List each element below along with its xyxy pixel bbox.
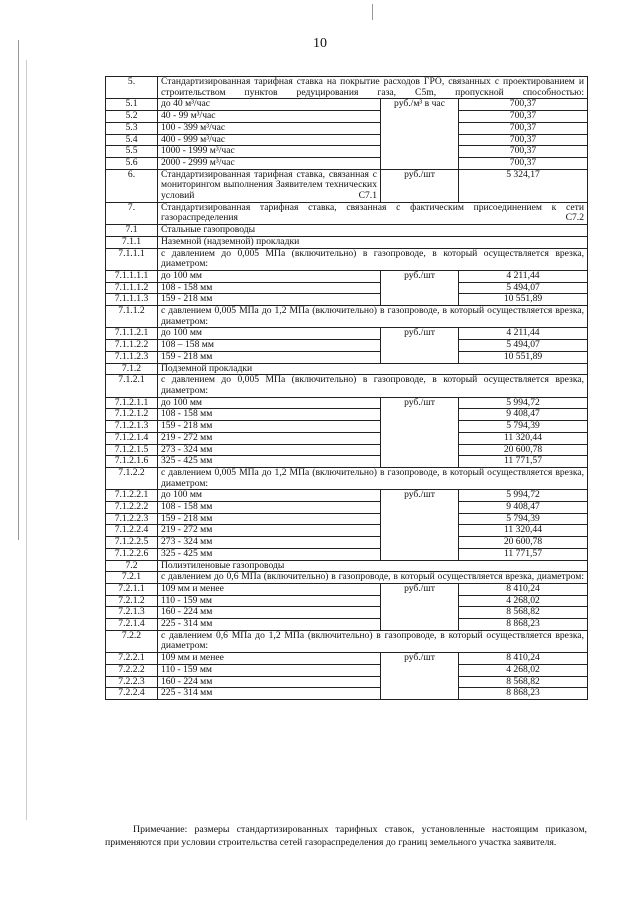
row-text: до 100 мм	[158, 490, 381, 502]
table-row	[106, 122, 588, 134]
row-text: 109 мм и менее	[158, 583, 381, 595]
table-row	[106, 664, 588, 676]
scan-edge-line	[18, 40, 19, 540]
row-code: 7.1.2.2.1	[106, 490, 158, 502]
row-text: с давлением до 0,6 МПа (включительно) в газопроводе, в который осуществляется врезка, диаметром:	[158, 572, 588, 584]
row-text: до 100 мм	[158, 328, 381, 340]
row-code: 7.1.1.1.1	[106, 270, 158, 282]
row-code: 5.	[106, 77, 158, 99]
row-value: 700,37	[459, 146, 588, 158]
row-value: 4 211,44	[459, 270, 588, 282]
row-value: 8 868,23	[459, 688, 588, 700]
table-row	[106, 490, 588, 502]
row-code: 7.1.2.2.3	[106, 513, 158, 525]
row-text: 160 - 224 мм	[158, 607, 381, 619]
row-text: 159 - 218 мм	[158, 421, 381, 433]
row-text: до 100 мм	[158, 397, 381, 409]
row-text: с давлением 0,005 МПа до 1,2 МПа (включительно) в газопроводе, в который осуществляется врезка, диаметром:	[158, 306, 588, 328]
row-value: 5 494,07	[459, 282, 588, 294]
table-row	[106, 306, 588, 328]
tariff-table	[105, 76, 588, 700]
row-value: 700,37	[459, 157, 588, 169]
row-text: 108 - 158 мм	[158, 282, 381, 294]
table-row	[106, 688, 588, 700]
unit-cell: руб./шт	[381, 169, 459, 202]
row-code: 7.1.1.2.1	[106, 328, 158, 340]
row-text: 325 - 425 мм	[158, 548, 381, 560]
row-value: 8 410,24	[459, 583, 588, 595]
row-code: 7.1.1.1.3	[106, 294, 158, 306]
row-value: 700,37	[459, 122, 588, 134]
row-text: до 40 м³/час	[158, 99, 381, 111]
table-row	[106, 502, 588, 514]
table-row	[106, 432, 588, 444]
row-value: 700,37	[459, 111, 588, 123]
row-text: 325 - 425 мм	[158, 456, 381, 468]
row-value: 700,37	[459, 134, 588, 146]
table-row	[106, 595, 588, 607]
table-row	[106, 248, 588, 270]
row-value: 8 410,24	[459, 653, 588, 665]
row-code: 7.1.2.2.4	[106, 525, 158, 537]
unit-cell: руб./шт	[381, 653, 459, 700]
row-text: Стандартизированная тарифная ставка, связанная с фактическим присоединением к сети газораспределения C7.2	[158, 202, 588, 224]
row-text: Стандартизированная тарифная ставка на покрытие расходов ГРО, связанных с проектированием и строительством пунктов редуцирования газа, C5m, пропускной способностью:	[158, 77, 588, 99]
row-text: 40 - 99 м³/час	[158, 111, 381, 123]
table-row	[106, 270, 588, 282]
row-text: 159 - 218 мм	[158, 513, 381, 525]
row-code: 7.1.2.1.1	[106, 397, 158, 409]
row-text: 100 - 399 м³/час	[158, 122, 381, 134]
row-value: 10 551,89	[459, 351, 588, 363]
row-value: 5 324,17	[459, 169, 588, 202]
row-code: 7.1.2.2.5	[106, 537, 158, 549]
row-code: 7.1.2.2	[106, 467, 158, 489]
row-text: 219 - 272 мм	[158, 525, 381, 537]
row-code: 7.1.2.1.2	[106, 409, 158, 421]
footnote: Примечание: размеры стандартизированных тарифных ставок, установленные настоящим приказом, применяются при условии строительства сетей газораспределения до границ земельного участка заявителя.	[105, 824, 587, 848]
row-code: 7.1.2.1.5	[106, 444, 158, 456]
table-row	[106, 560, 588, 572]
row-code: 7.1.1.2	[106, 306, 158, 328]
row-code: 7.1.2.2.6	[106, 548, 158, 560]
table-row	[106, 146, 588, 158]
row-text: 219 - 272 мм	[158, 432, 381, 444]
table-row	[106, 111, 588, 123]
table-row	[106, 409, 588, 421]
row-code: 7.2.1.1	[106, 583, 158, 595]
row-text: 400 - 999 м³/час	[158, 134, 381, 146]
table-row	[106, 397, 588, 409]
table-row	[106, 363, 588, 375]
row-text: Полиэтиленовые газопроводы	[158, 560, 588, 572]
row-text: 160 - 224 мм	[158, 676, 381, 688]
row-text: 159 - 218 мм	[158, 351, 381, 363]
row-code: 7.2.2	[106, 630, 158, 652]
row-code: 7.2.2.2	[106, 664, 158, 676]
row-text: 225 - 314 мм	[158, 688, 381, 700]
table-row	[106, 421, 588, 433]
row-code: 7.2.2.3	[106, 676, 158, 688]
table-row	[106, 169, 588, 202]
table-row	[106, 548, 588, 560]
row-value: 700,37	[459, 99, 588, 111]
row-text: с давлением 0,6 МПа до 1,2 МПа (включительно) в газопроводе, в который осуществляется врезка, диаметром:	[158, 630, 588, 652]
row-code: 7.1.1.1	[106, 248, 158, 270]
row-code: 7.1	[106, 225, 158, 237]
row-value: 20 600,78	[459, 537, 588, 549]
row-code: 7.1.1.2.3	[106, 351, 158, 363]
row-text: 108 - 158 мм	[158, 409, 381, 421]
row-text: 109 мм и менее	[158, 653, 381, 665]
table-row	[106, 630, 588, 652]
row-text: 2000 - 2999 м³/час	[158, 157, 381, 169]
scan-edge-line	[26, 60, 27, 820]
table-row	[106, 225, 588, 237]
row-code: 7.2.1.2	[106, 595, 158, 607]
row-text: 108 - 158 мм	[158, 502, 381, 514]
row-code: 7.2.2.4	[106, 688, 158, 700]
table-row	[106, 236, 588, 248]
row-value: 5 494,07	[459, 340, 588, 352]
row-value: 4 268,02	[459, 595, 588, 607]
row-code: 7.1.2.1.4	[106, 432, 158, 444]
row-value: 5 794,39	[459, 513, 588, 525]
unit-cell: руб./м³ в час	[381, 99, 459, 169]
row-value: 11 771,57	[459, 456, 588, 468]
row-code: 7.1.2.2.2	[106, 502, 158, 514]
row-text: Подземной прокладки	[158, 363, 588, 375]
row-value: 11 320,44	[459, 432, 588, 444]
row-code: 7.1.1	[106, 236, 158, 248]
row-value: 9 408,47	[459, 409, 588, 421]
table-row	[106, 619, 588, 631]
row-code: 7.	[106, 202, 158, 224]
row-value: 8 868,23	[459, 619, 588, 631]
row-code: 5.2	[106, 111, 158, 123]
table-row	[106, 77, 588, 99]
table-row	[106, 157, 588, 169]
table-row	[106, 294, 588, 306]
row-text: 110 - 159 мм	[158, 664, 381, 676]
row-text: 273 - 324 мм	[158, 537, 381, 549]
table-row	[106, 134, 588, 146]
row-value: 4 211,44	[459, 328, 588, 340]
table-row	[106, 99, 588, 111]
row-code: 5.3	[106, 122, 158, 134]
row-value: 8 568,82	[459, 676, 588, 688]
row-value: 5 794,39	[459, 421, 588, 433]
table-row	[106, 375, 588, 397]
row-code: 7.1.2.1.3	[106, 421, 158, 433]
unit-cell: руб./шт	[381, 270, 459, 305]
row-value: 8 568,82	[459, 607, 588, 619]
row-text: Наземной (надземной) прокладки	[158, 236, 588, 248]
table-row	[106, 572, 588, 584]
row-value: 5 994,72	[459, 490, 588, 502]
row-code: 5.6	[106, 157, 158, 169]
row-text: Стандартизированная тарифная ставка, связанная с мониторингом выполнения Заявителем технических условий C7.1	[158, 169, 381, 202]
row-text: 110 - 159 мм	[158, 595, 381, 607]
row-text: с давлением 0,005 МПа до 1,2 МПа (включительно) в газопроводе, в который осуществляется врезка, диаметром:	[158, 467, 588, 489]
unit-cell: руб./шт	[381, 328, 459, 363]
table-row	[106, 456, 588, 468]
unit-cell: руб./шт	[381, 490, 459, 560]
row-text: с давлением до 0,005 МПа (включительно) в газопроводе, в который осуществляется врезка, диаметром:	[158, 375, 588, 397]
table-row	[106, 537, 588, 549]
table-row	[106, 607, 588, 619]
scan-top-mark	[372, 4, 373, 20]
row-text: до 100 мм	[158, 270, 381, 282]
row-text: Стальные газопроводы	[158, 225, 588, 237]
table-row	[106, 282, 588, 294]
table-row	[106, 202, 588, 224]
row-text: 225 - 314 мм	[158, 619, 381, 631]
row-code: 7.2.2.1	[106, 653, 158, 665]
table-row	[106, 676, 588, 688]
row-text: 159 - 218 мм	[158, 294, 381, 306]
row-code: 5.5	[106, 146, 158, 158]
row-value: 11 320,44	[459, 525, 588, 537]
row-value: 10 551,89	[459, 294, 588, 306]
row-text: 108 – 158 мм	[158, 340, 381, 352]
table-row	[106, 340, 588, 352]
unit-cell: руб./шт	[381, 397, 459, 467]
row-value: 5 994,72	[459, 397, 588, 409]
table-row	[106, 653, 588, 665]
row-code: 7.2.1	[106, 572, 158, 584]
table-row	[106, 328, 588, 340]
table-row	[106, 467, 588, 489]
table-row	[106, 513, 588, 525]
table-row	[106, 351, 588, 363]
row-value: 20 600,78	[459, 444, 588, 456]
page-number: 10	[313, 36, 327, 51]
row-text: 1000 - 1999 м³/час	[158, 146, 381, 158]
row-value: 11 771,57	[459, 548, 588, 560]
row-value: 4 268,02	[459, 664, 588, 676]
row-code: 7.1.2.1	[106, 375, 158, 397]
row-text: 273 - 324 мм	[158, 444, 381, 456]
row-code: 6.	[106, 169, 158, 202]
row-code: 5.1	[106, 99, 158, 111]
row-code: 7.1.1.2.2	[106, 340, 158, 352]
table-row	[106, 444, 588, 456]
row-text: с давлением до 0,005 МПа (включительно) в газопроводе, в который осуществляется врезка, диаметром:	[158, 248, 588, 270]
row-value: 9 408,47	[459, 502, 588, 514]
row-code: 7.1.2	[106, 363, 158, 375]
table-row	[106, 583, 588, 595]
row-code: 7.2.1.3	[106, 607, 158, 619]
row-code: 7.1.1.1.2	[106, 282, 158, 294]
row-code: 7.2.1.4	[106, 619, 158, 631]
unit-cell: руб./шт	[381, 583, 459, 630]
row-code: 7.2	[106, 560, 158, 572]
table-row	[106, 525, 588, 537]
row-code: 7.1.2.1.6	[106, 456, 158, 468]
row-code: 5.4	[106, 134, 158, 146]
